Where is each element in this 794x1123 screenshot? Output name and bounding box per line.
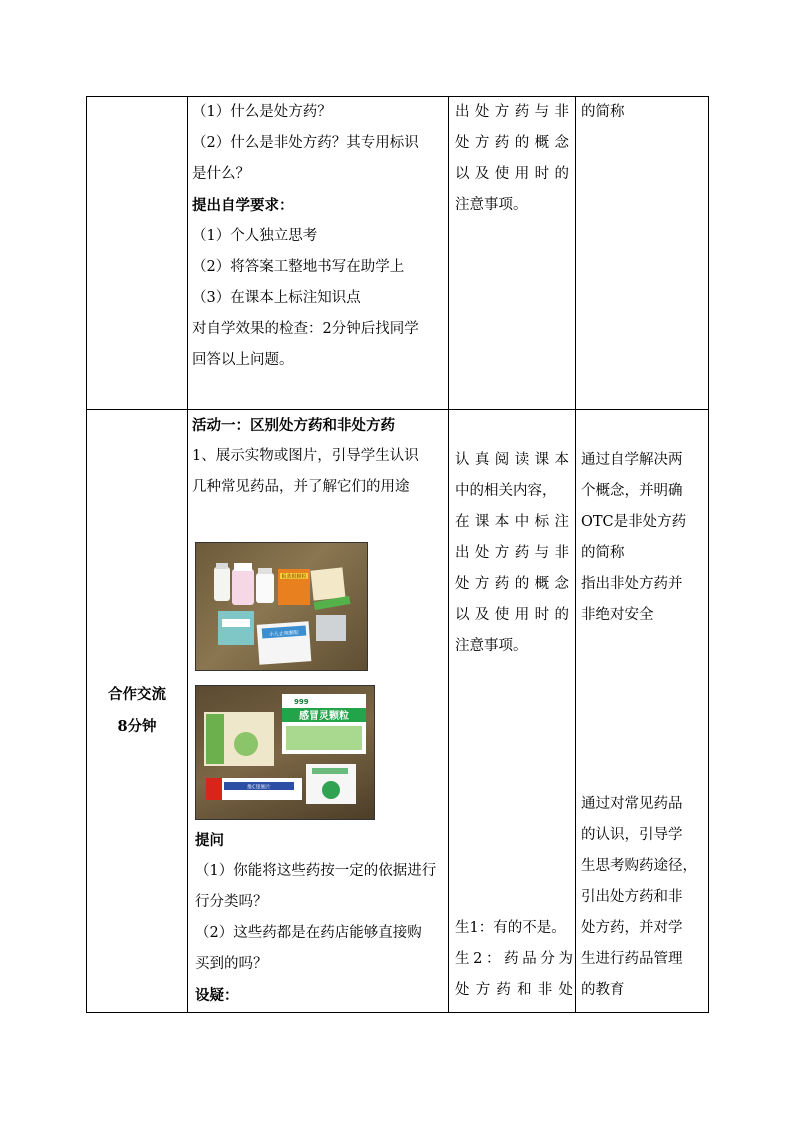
question-title: 提问	[195, 832, 224, 849]
activity-heading: 提出自学要求：	[192, 197, 294, 214]
activity-line: （2）将答案工整地书写在助学上	[192, 259, 405, 275]
row1-intent-cell	[581, 97, 703, 128]
column-divider	[448, 96, 449, 1013]
table-bottom-border	[86, 1012, 709, 1013]
row1-student-cell	[455, 97, 569, 221]
intent-line: 处方药，并对学	[581, 920, 683, 936]
intent-line: OTC是非处方药	[581, 514, 687, 530]
table-left-border	[86, 96, 87, 1013]
intent-line: 非绝对安全	[581, 607, 654, 623]
intent-line: 的简称	[581, 545, 625, 561]
row2-student-cell-b	[455, 913, 573, 1006]
stage-time: 8分钟	[117, 718, 157, 735]
bottle-icon	[214, 567, 230, 601]
intent-line: 引出处方药和非	[581, 889, 683, 905]
activity-line: （3）在课本上标注知识点	[192, 290, 361, 306]
intent-line: 的认识，引导学	[581, 827, 683, 843]
stage-cell	[87, 679, 187, 743]
box-label: 维C银翘片	[247, 784, 271, 791]
column-divider	[187, 96, 188, 1013]
activity-line: 回答以上问题。	[192, 352, 294, 368]
student-line: 中的相关内容，	[455, 483, 557, 499]
activity-title: 活动一：区别处方药和非处方药	[192, 417, 395, 434]
intent-line: 的简称	[581, 104, 625, 120]
row1-activity-cell	[192, 97, 444, 376]
medicine-photo-1-drawing	[196, 543, 367, 670]
student-line: 注意事项。	[455, 197, 528, 213]
activity-line: （1）个人独立思考	[192, 228, 318, 244]
box-label: 板蓝根颗粒	[281, 574, 307, 580]
box-label: 感冒灵颗粒	[299, 711, 349, 722]
activity-intro-line: 1、展示实物或图片，引导学生认识	[192, 448, 419, 464]
table-right-border	[708, 96, 709, 1013]
activity-line: 是什么？	[192, 166, 250, 182]
student-line: 在课本中标注	[455, 514, 569, 530]
question-line: （2）这些药都是在药店能够直接购	[195, 925, 422, 941]
student-line: 以及使用时的	[455, 607, 569, 623]
student-line: 以及使用时的	[455, 166, 569, 182]
row2-questions-cell	[195, 825, 447, 1011]
activity-line: （1）什么是处方药？	[192, 104, 332, 120]
intent-line: 指出非处方药并	[581, 576, 683, 592]
bottle-icon	[232, 569, 254, 605]
column-divider	[575, 96, 576, 1013]
row2-activity-cell	[192, 410, 444, 503]
intent-line: 通过对常见药品	[581, 796, 683, 812]
row2-intent-cell-b	[581, 789, 703, 1006]
stage-label: 合作交流	[108, 686, 166, 703]
medicine-box-icon	[218, 611, 254, 645]
intent-line: 通过自学解决两	[581, 452, 683, 468]
bottle-icon	[256, 573, 274, 603]
intent-line: 生思考购药途径，	[581, 858, 697, 874]
medicine-photo-2-drawing	[196, 686, 374, 819]
sachet-icon	[311, 567, 346, 600]
medicine-photo-1	[195, 542, 368, 671]
student-line: 认真阅读课本	[455, 452, 569, 468]
student-line: 出处方药与非	[455, 545, 569, 561]
student-line: 注意事项。	[455, 638, 528, 654]
row2-student-cell-a	[455, 445, 569, 662]
intent-line: 个概念，并明确	[581, 483, 683, 499]
blister-pack-icon	[316, 615, 346, 641]
student-line: 处方药的概念	[455, 135, 569, 151]
student-answer-line: 生2：药品分为	[455, 951, 573, 967]
student-answer-line: 处方药和非处	[455, 982, 573, 998]
activity-intro-line: 几种常见药品，并了解它们的用途	[192, 479, 410, 495]
question-line: 买到的吗？	[195, 956, 268, 972]
student-answer-line: 生1：有的不是。	[455, 920, 566, 936]
activity-line: 对自学效果的检查：2分钟后找同学	[192, 321, 419, 337]
question-line: （1）你能将这些药按一定的依据进行	[195, 863, 437, 879]
doubt-title: 设疑：	[195, 987, 239, 1004]
activity-line: （2）什么是非处方药？其专用标识	[192, 135, 419, 151]
brand-label: 999	[294, 698, 309, 706]
intent-line: 生进行药品管理	[581, 951, 683, 967]
question-line: 行分类吗？	[195, 894, 268, 910]
student-line: 出处方药与非	[455, 104, 569, 120]
student-line: 处方药的概念	[455, 576, 569, 592]
box-label: 小儿止咳颗粒	[268, 629, 300, 639]
row2-intent-cell-a	[581, 445, 703, 631]
intent-line: 的教育	[581, 982, 625, 998]
medicine-photo-2	[195, 685, 375, 820]
